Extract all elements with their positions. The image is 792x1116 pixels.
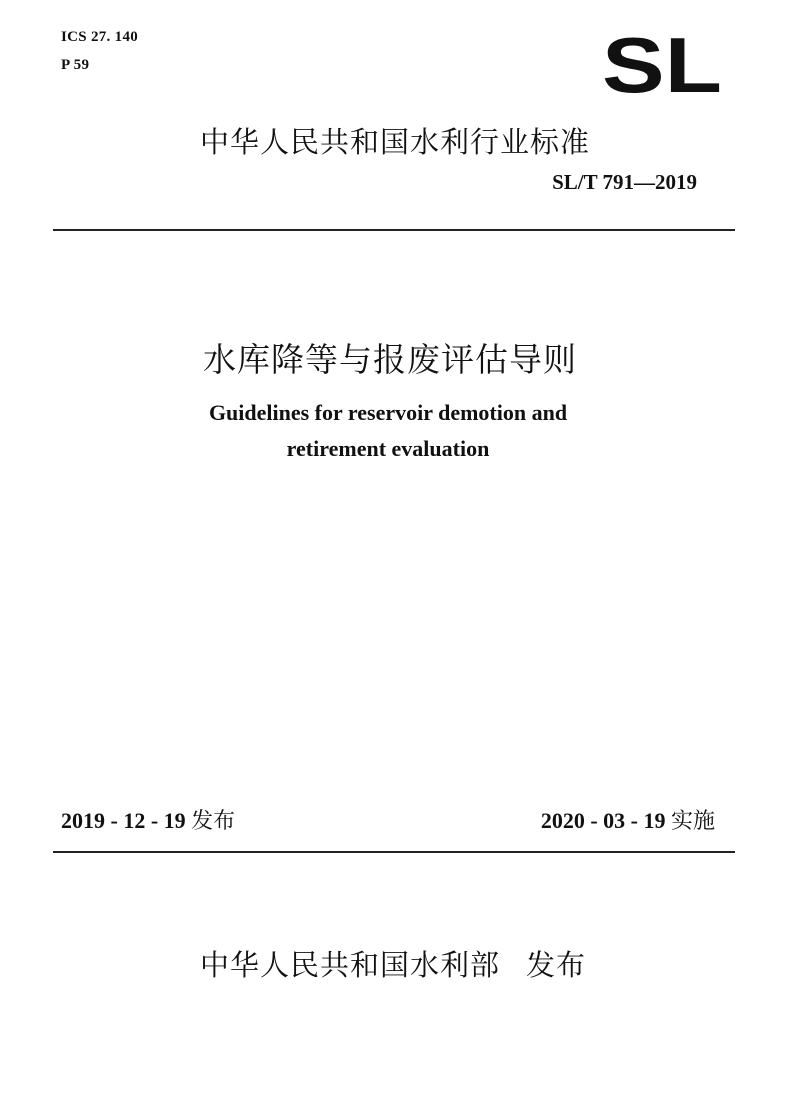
english-title-line2: retirement evaluation <box>286 436 490 461</box>
issue-label: 发布 <box>191 809 236 834</box>
chinese-title <box>0 334 792 381</box>
issue-date-block <box>61 804 235 835</box>
implement-date-block <box>541 804 715 835</box>
sl-logo <box>601 34 723 96</box>
ics-code: ICS 27. 140 <box>61 29 139 45</box>
english-title-line1: Guidelines for reservoir demotion and <box>208 400 568 425</box>
publisher-action: 发布 <box>526 948 587 982</box>
bottom-divider <box>53 851 735 853</box>
publisher-name: 中华人民共和国水利部 <box>200 948 501 982</box>
issue-date: 2019 - 12 - 19 <box>61 808 186 833</box>
top-divider <box>53 229 735 231</box>
standard-category: 中华人民共和国水利行业标准 <box>200 125 591 159</box>
ccs-code: P 59 <box>61 57 90 73</box>
implement-label: 实施 <box>670 809 715 834</box>
publisher-line <box>200 943 586 984</box>
sl-logo-text: SL <box>602 34 722 96</box>
implement-date: 2020 - 03 - 19 <box>540 808 666 833</box>
chinese-title-text: 水库降等与报废评估导则 <box>203 340 577 379</box>
standard-number: SL/T 791—2019 <box>552 170 697 194</box>
